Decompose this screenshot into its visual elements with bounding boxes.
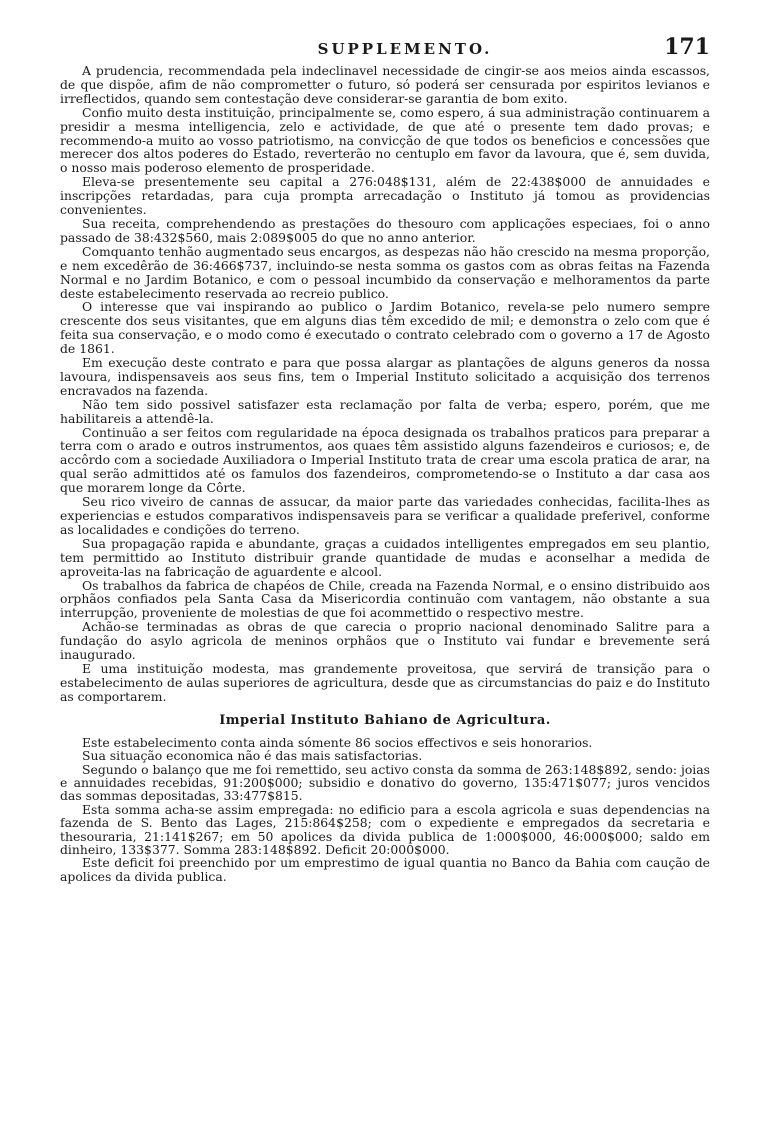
document-page — [60, 28, 710, 1108]
paragraph: Achão-se terminadas as obras de que carecia o proprio nacional denominado Salitre para a fundação do asylo agricola de meninos orphãos que o Instituto vai fundar e brevemente será inaugurado. — [60, 619, 710, 663]
paragraph: Continuão a ser feitos com regularidade na época designada os trabalhos praticos para preparar a terra com o arado e outros instrumentos, aos quaes têm assistido alguns fazendeiros e curiosos; e, de accôrdo com a sociedade Auxiliadora o Imperial Instituto trata de crear uma escola pratica de arar, na qual serão admittidos até os famulos dos fazendeiros, comprometendo-se o Instituto a dar casa aos que morarem longe da Côrte. — [60, 424, 710, 496]
paragraph: Este deficit foi preenchido por um emprestimo de igual quantia no Banco da Bahia com caução de apolices da divida publica. — [60, 855, 710, 884]
paragraph: Segundo o balanço que me foi remettido, seu activo consta da somma de 263:148$892, sendo: joias e annuidades recebidas, 91:200$000; subsidio e donativo do governo, 135:471$077; juros vencidos das sommas depositadas, 33:477$815. — [60, 761, 710, 804]
paragraph: Sua situação economica não é das mais satisfactorias. — [82, 748, 423, 764]
page-header — [60, 28, 710, 64]
paragraph: Sua receita, comprehendendo as prestações do thesouro com applicações especiaes, foi o anno passado de 38:432$560, mais 2:089$005 do que no anno anterior. — [60, 215, 710, 245]
paragraph: E uma instituição modesta, mas grandemente proveitosa, que servirá de transição para o estabelecimento de aulas superiores de agricultura, desde que as circumstancias do paiz e do Instituto as comportarem. — [60, 660, 710, 704]
paragraph: Não tem sido possivel satisfazer esta reclamação por falta de verba; espero, porém, que me habilitareis a attendê-la. — [60, 396, 710, 426]
paragraph: Confio muito desta instituição, principalmente se, como espero, á sua administração continuarem a presidir a mesma intelligencia, zelo e actividade, de que até o presente tem dado provas; e recommendo-a muito ao vosso patriotismo, na convicção de que todos os beneficios e concessões que merecer dos altos poderes do Estado, reverterão no centuplo em favor da lavoura, que é, sem duvida, o nosso mais poderoso elemento de prosperidade. — [60, 104, 710, 176]
paragraph: Os trabalhos da fabrica de chapéos de Chile, creada na Fazenda Normal, e o ensino distribuido aos orphãos confiados pela Santa Casa da Misericordia continuão com vantagem, não obstante a sua interrupção, proveniente de molestias de que foi acommettido o respectivo mestre. — [60, 577, 710, 621]
paragraph: Comquanto tenhão augmentado seus encargos, as despezas não hão crescido na mesma proporção, e nem excedêrão de 36:466$737, incluindo-se nesta somma os gastos com as obras feitas na Fazenda Normal e no Jardim Botanico, e com o pessoal incumbido da conservação e melhoramentos da parte deste estabelecimento reservada ao recreio publico. — [60, 243, 710, 301]
section-body — [60, 64, 710, 704]
running-title: SUPPLEMENTO. — [317, 40, 493, 58]
paragraph: A prudencia, recommendada pela indeclinavel necessidade de cingir-se aos meios ainda escassos, de que dispõe, afim de não comprometter o futuro, só poderá ser censurada por espiritos levianos e irreflectidos, quando sem contestação deve considerar-se garantia de bom exito. — [60, 63, 710, 106]
paragraph: Esta somma acha-se assim empregada: no edificio para a escola agricola e suas dependencias na fazenda de S. Bento das Lages, 215:864$258; com o expediente e empregados da secretaria e thesouraria, 21:141$267; em 50 apolices da divida publica de 1:000$000, 46:000$000; saldo em dinheiro, 133$377. Somma 283:148$892. Deficit 20:000$000. — [60, 801, 710, 857]
section-heading: Imperial Instituto Bahiano de Agricultura. — [219, 712, 551, 728]
paragraph: Eleva-se presentemente seu capital a 276:048$131, além de 22:438$000 de annuidades e inscripções retardadas, para cuja prompta arrecadação o Instituto já tomou as providencias convenientes. — [60, 174, 710, 218]
section2-body — [60, 736, 710, 883]
paragraph: Sua propagação rapida e abundante, graças a cuidados intelligentes empregados em seu plantio, tem permittido ao Instituto distribuir grande quantidade de mudas e aconselhar a medida de aproveita-las na fabricação de aguardente e alcool. — [60, 535, 710, 579]
page-number: 171 — [664, 34, 710, 60]
paragraph: O interesse que vai inspirando ao publico o Jardim Botanico, revela-se pelo numero sempre crescente dos seus visitantes, que em alguns dias têm excedido de mil; e demonstra o zelo com que é feita sua conservação, e o modo como é executado o contrato celebrado com o governo a 17 de Agosto de 1861. — [60, 299, 710, 357]
paragraph: Seu rico viveiro de cannas de assucar, da maior parte das variedades conhecidas, facilita-lhes as experiencias e estudos comparativos indispensaveis para se verificar a qualidade preferivel, conforme as localidades e condições do terreno. — [60, 494, 710, 537]
paragraph: Em execução deste contrato e para que possa alargar as plantações de alguns generos da nossa lavoura, indispensaveis aos seus fins, tem o Imperial Instituto solicitado a acquisição dos terrenos encravados na fazenda. — [60, 355, 710, 398]
paragraph: Este estabelecimento conta ainda sómente 86 socios effectivos e seis honorarios. — [82, 734, 593, 750]
